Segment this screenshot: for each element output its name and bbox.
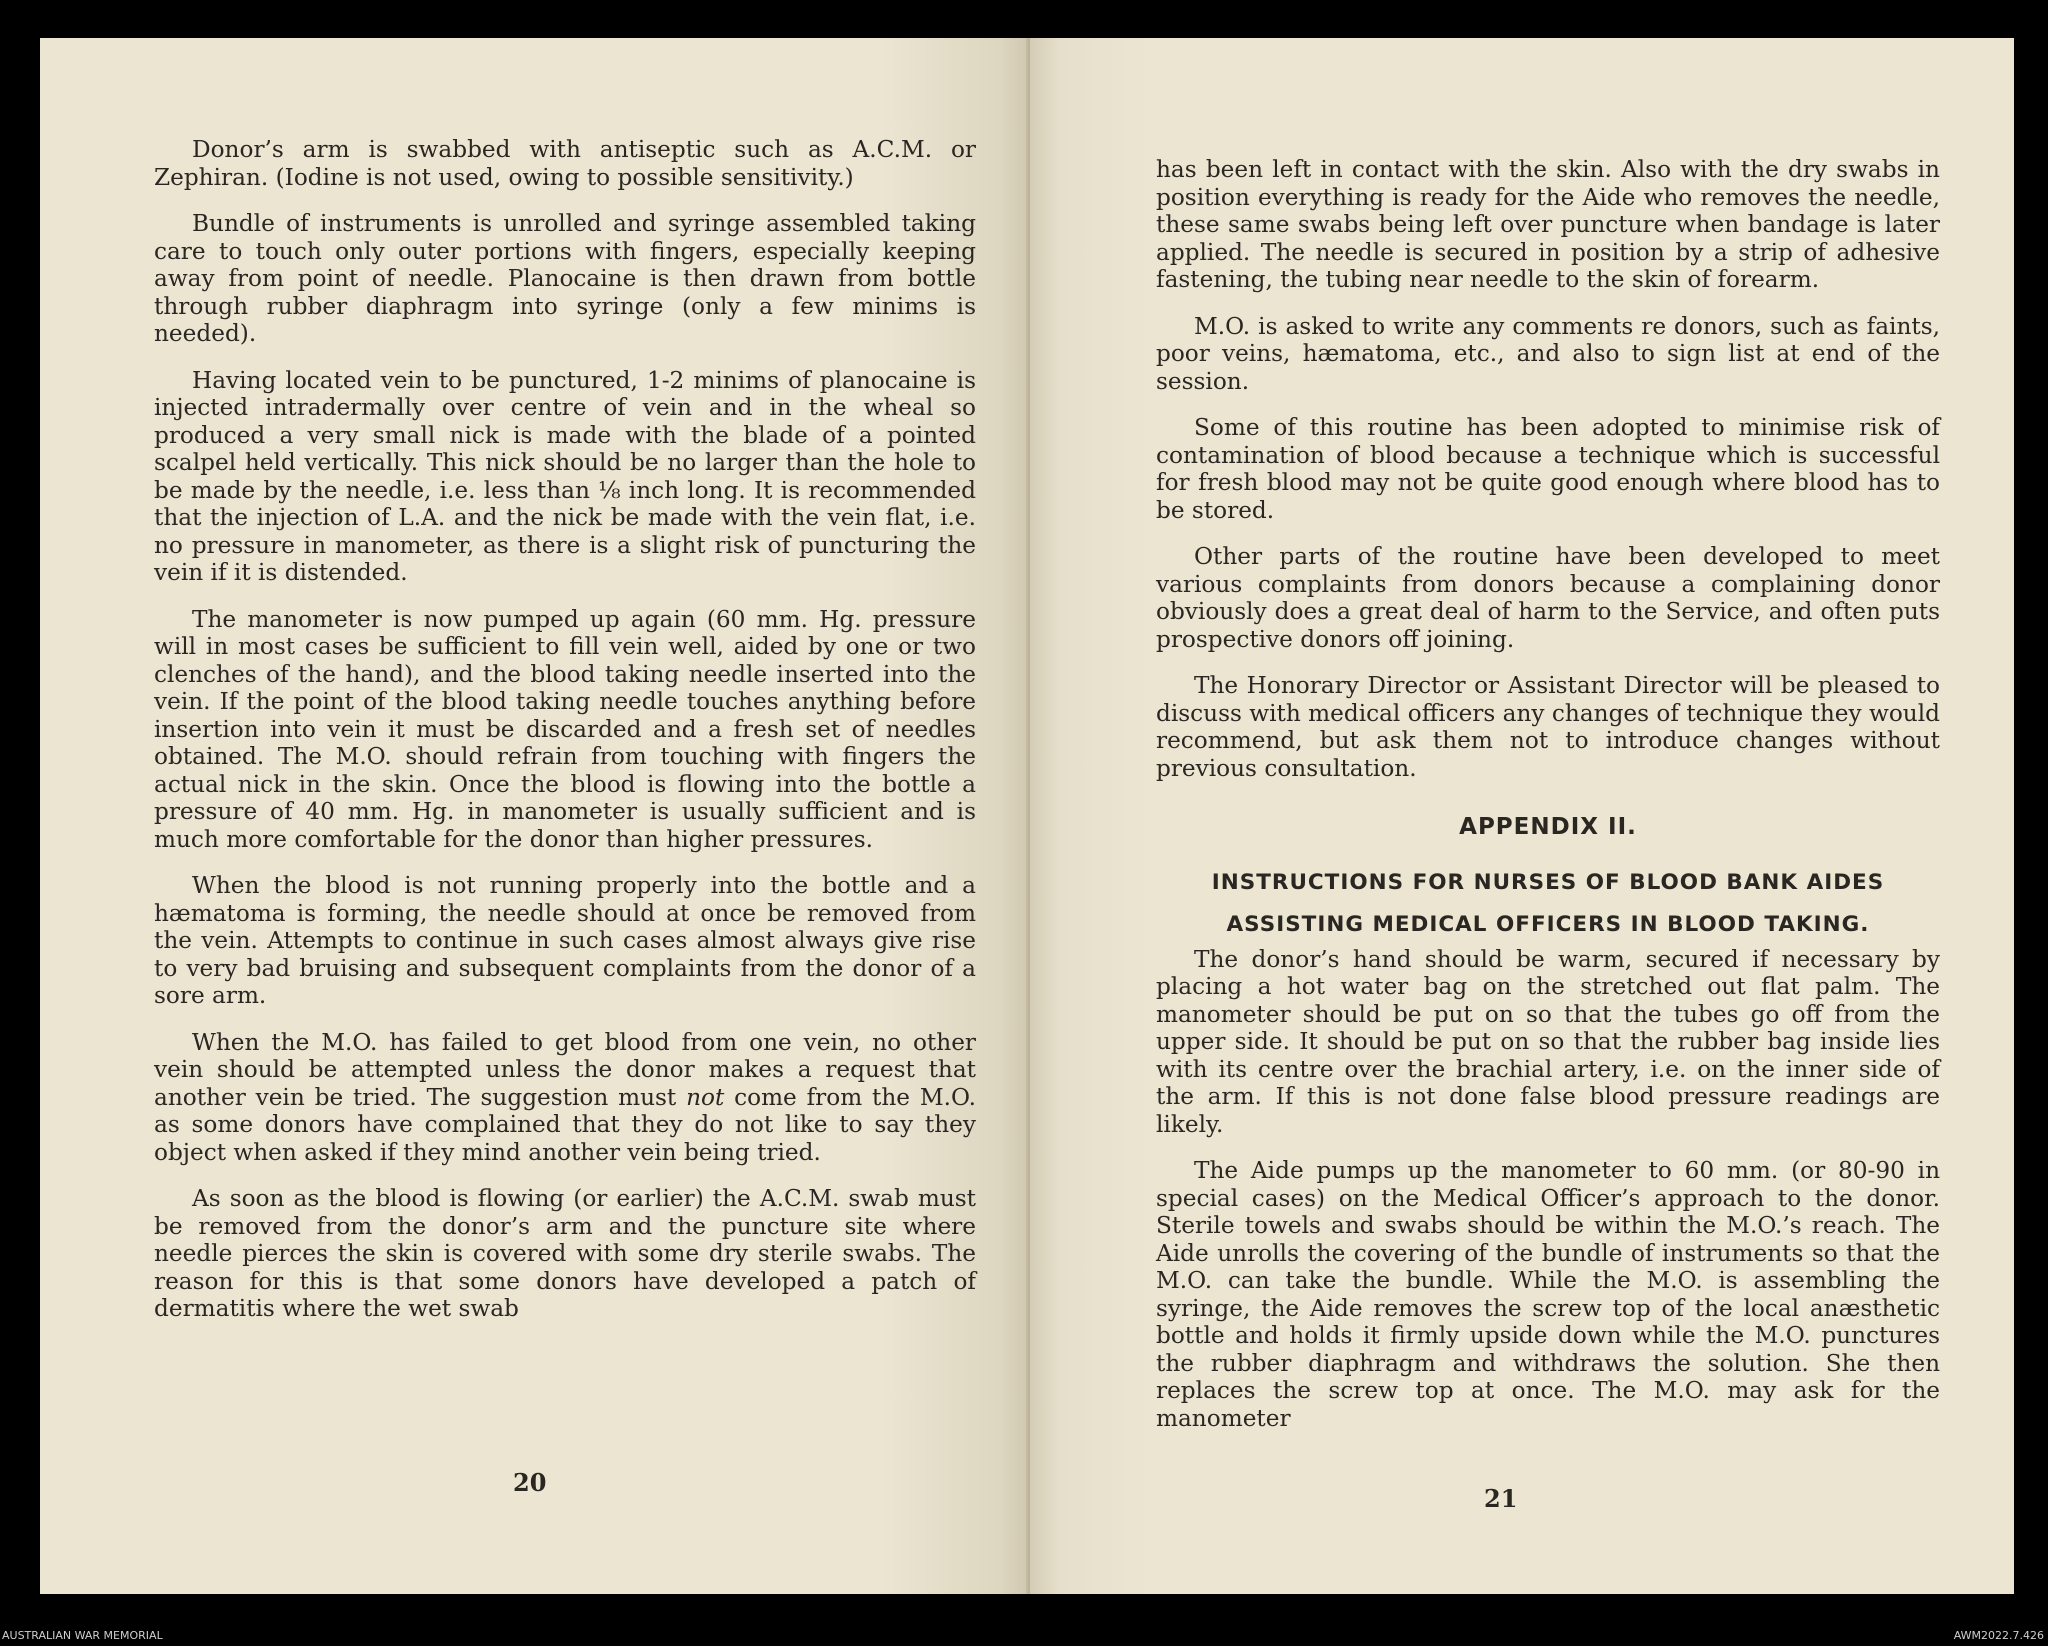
page-number: 20	[513, 1468, 547, 1497]
paragraph: has been left in contact with the skin. Also with the dry swabs in position everything is ready for the Aide who removes the needle, these same swabs being left over puncture when bandage is later applied. The needle is secured in position by a strip of adhesive fastening, the tubing near needle to the skin of forearm.	[1156, 156, 1940, 293]
booklet-spread	[40, 38, 2014, 1594]
appendix-heading: APPENDIX II.	[1459, 814, 1637, 840]
page-left	[40, 38, 1030, 1594]
archive-footer	[0, 1626, 2048, 1646]
paragraph: Some of this routine has been adopted to minimise risk of contamination of blood because a technique which is successful for fresh blood may not be quite good enough where blood has to be stored.	[1156, 414, 1940, 524]
paragraph: Other parts of the routine have been developed to meet various complaints from donors because a complaining donor obviously does a great deal of harm to the Service, and often puts prospective donors off joining.	[1156, 543, 1940, 653]
right-page-text	[1156, 156, 1940, 1451]
paragraph: The donor’s hand should be warm, secured if necessary by placing a hot water bag on the stretched out flat palm. The manometer should be put on so that the tubes go off from the upper side. It should be put on so that the rubber bag inside lies with its centre over the brachial artery, i.e. on the inner side of the arm. If this is not done false blood pressure readings are likely.	[1156, 945, 1940, 1138]
footer-institution: AUSTRALIAN WAR MEMORIAL	[2, 1629, 163, 1642]
paragraph: The manometer is now pumped up again (60 mm. Hg. pressure will in most cases be sufficient to fill vein well, aided by one or two clenches of the hand), and the blood taking needle inserted into the vein. If the point of the blood taking needle touches anything before insertion into vein it must be discarded and a fresh set of needles obtained. The M.O. should refrain from touching with fingers the actual nick in the skin. Once the blood is flowing into the bottle a pressure of 40 mm. Hg. in manometer is usually sufficient and is much more comfortable for the donor than higher pressures.	[154, 605, 976, 853]
footer-accession-number: AWM2022.7.426	[1953, 1629, 2044, 1642]
emphasis-text: not	[686, 1083, 725, 1111]
section-heading-line-1: INSTRUCTIONS FOR NURSES OF BLOOD BANK AIDES	[1211, 869, 1885, 895]
paragraph	[154, 1029, 976, 1167]
page-right	[1030, 38, 2014, 1594]
paragraph: Donor’s arm is swabbed with antiseptic such as A.C.M. or Zephiran. (Iodine is not used, owing to possible sensitivity.)	[154, 136, 976, 191]
paragraph-text: come from the M.O. as some donors have complained that they do not like to say they object when asked if they mind another vein being tried.	[154, 1083, 976, 1166]
paragraph: M.O. is asked to write any comments re donors, such as faints, poor veins, hæmatoma, etc., and also to sign list at end of the session.	[1156, 312, 1940, 395]
paragraph: When the blood is not running properly into the bottle and a hæmatoma is forming, the needle should at once be removed from the vein. Attempts to continue in such cases almost always give rise to very bad bruising and subsequent complaints from the donor of a sore arm.	[154, 872, 976, 1009]
page-number: 21	[1484, 1484, 1518, 1513]
paragraph: Having located vein to be punctured, 1-2 minims of planocaine is injected intradermally over centre of vein and in the wheal so produced a very small nick is made with the blade of a pointed scalpel held vertically. This nick should be no larger than the hole to be made by the needle, i.e. less than ⅛ inch long. It is recommended that the injection of L.A. and the nick be made with the vein flat, i.e. no pressure in manometer, as there is a slight risk of puncturing the vein if it is distended.	[154, 366, 976, 586]
paragraph: The Honorary Director or Assistant Director will be pleased to discuss with medical officers any changes of technique they would recommend, but ask them not to introduce changes without previous consultation.	[1156, 672, 1940, 782]
paragraph: As soon as the blood is flowing (or earlier) the A.C.M. swab must be removed from the donor’s arm and the puncture site where needle pierces the skin is covered with some dry sterile swabs. The reason for this is that some donors have developed a patch of dermatitis where the wet swab	[154, 1185, 976, 1322]
paragraph-text: When the M.O. has failed to get blood from one vein, no other vein should be attempted unless the donor makes a request that another vein be tried. The suggestion must	[154, 1028, 976, 1111]
paragraph: The Aide pumps up the manometer to 60 mm. (or 80-90 in special cases) on the Medical Officer’s approach to the donor. Sterile towels and swabs should be within the M.O.’s reach. The Aide unrolls the covering of the bundle of instruments so that the M.O. can take the bundle. While the M.O. is assembling the syringe, the Aide removes the screw top of the local anæsthetic bottle and holds it firmly upside down while the M.O. punctures the rubber diaphragm and withdraws the solution. She then replaces the screw top at once. The M.O. may ask for the manometer	[1156, 1157, 1940, 1432]
section-heading-line-2: ASSISTING MEDICAL OFFICERS IN BLOOD TAKING.	[1226, 911, 1870, 937]
paragraph: Bundle of instruments is unrolled and syringe assembled taking care to touch only outer portions with fingers, especially keeping away from point of needle. Planocaine is then drawn from bottle through rubber diaphragm into syringe (only a few minims is needed).	[154, 210, 976, 347]
left-page-text	[154, 136, 976, 1342]
